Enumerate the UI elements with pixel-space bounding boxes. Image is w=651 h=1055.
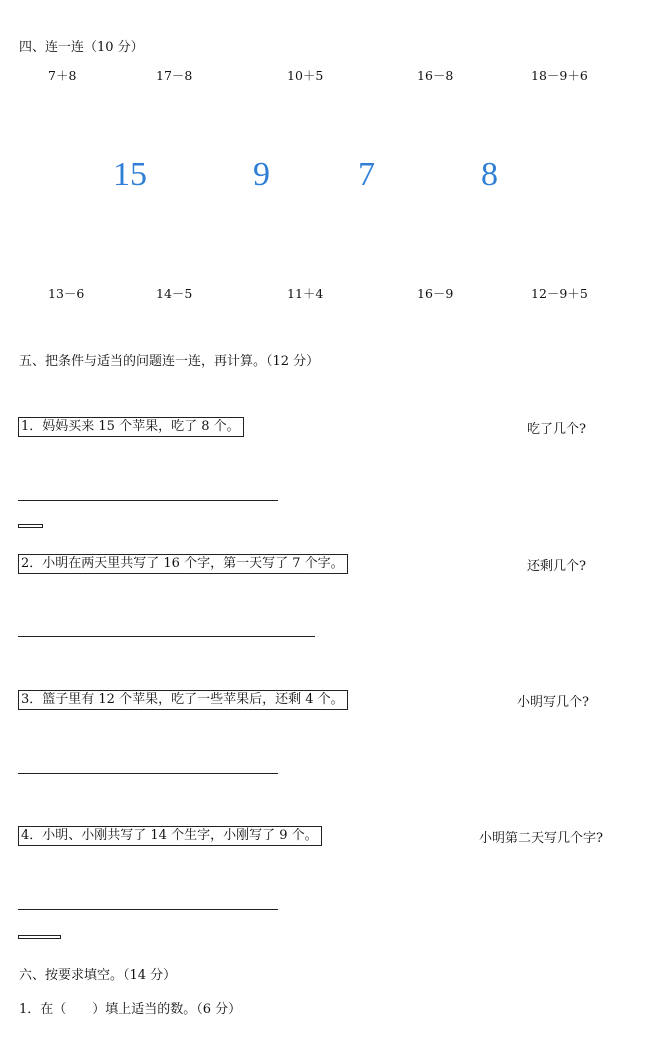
section5-title: 五、把条件与适当的问题连一连，再计算。（12 分）	[19, 354, 320, 369]
target-number: 8	[481, 156, 498, 193]
condition-box: 1．妈妈买来 15 个苹果，吃了 8 个。	[18, 417, 244, 437]
section4-title: 四、连一连（10 分）	[19, 40, 144, 55]
question-text: 小明第二天写几个字?	[479, 831, 603, 846]
answer-line	[18, 909, 278, 910]
top-expression: 18－9＋6	[531, 68, 588, 83]
condition-box: 2．小明在两天里共写了 16 个字，第一天写了 7 个字。	[18, 554, 348, 574]
bottom-expression: 11＋4	[287, 286, 324, 301]
question-text: 还剩几个?	[527, 559, 586, 574]
answer-line	[18, 500, 278, 501]
section6-title: 六、按要求填空。（14 分）	[19, 968, 177, 983]
top-expression: 7＋8	[48, 68, 77, 83]
answer-line	[18, 773, 278, 774]
target-number: 15	[113, 156, 147, 193]
top-expression: 10＋5	[287, 68, 324, 83]
top-expression: 16－8	[417, 68, 454, 83]
answer-line	[18, 636, 315, 637]
bottom-expression: 13－6	[48, 286, 85, 301]
condition-box: 3．篮子里有 12 个苹果，吃了一些苹果后，还剩 4 个。	[18, 690, 348, 710]
target-number: 9	[253, 156, 270, 193]
answer-mark	[18, 524, 43, 528]
top-expression: 17－8	[156, 68, 193, 83]
question-text: 吃了几个?	[527, 422, 586, 437]
section6-item1: 1．在（ ）填上适当的数。（6 分）	[19, 1002, 242, 1017]
answer-mark	[18, 935, 61, 939]
bottom-expression: 16－9	[417, 286, 454, 301]
bottom-expression: 14－5	[156, 286, 193, 301]
question-text: 小明写几个?	[517, 695, 589, 710]
bottom-expression: 12－9＋5	[531, 286, 588, 301]
target-number: 7	[358, 156, 375, 193]
condition-box: 4．小明、小刚共写了 14 个生字，小刚写了 9 个。	[18, 826, 322, 846]
